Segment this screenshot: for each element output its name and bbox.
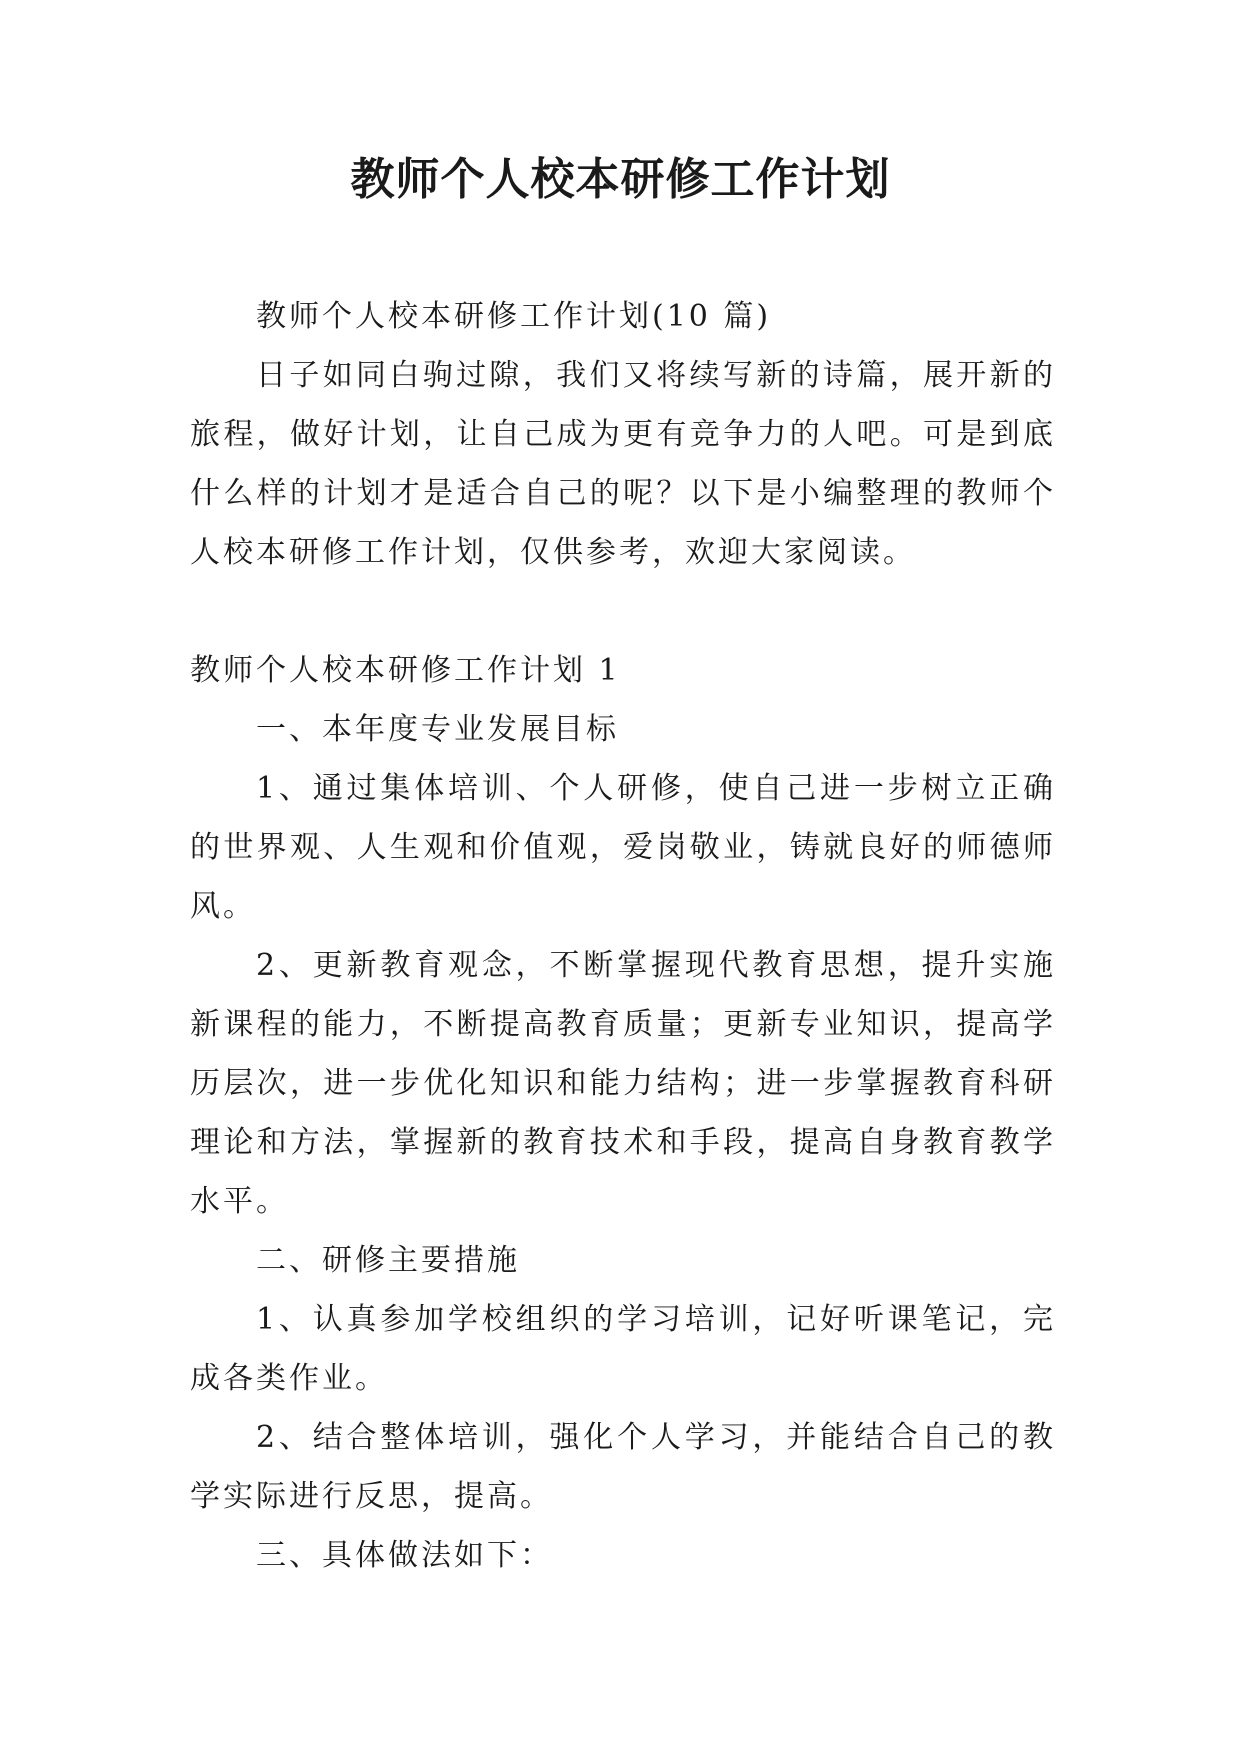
paragraph-measure-1: 1、认真参加学校组织的学习培训，记好听课笔记，完成各类作业。 (190, 1302, 1056, 1396)
paragraph-heading-goals: 一、本年度专业发展目标 (256, 712, 619, 747)
paragraph-goal-1: 1、通过集体培训、个人研修，使自己进一步树立正确的世界观、人生观和价值观，爱岗敬业，铸就良好的师德师风。 (190, 771, 1056, 924)
paragraph-measure-2: 2、结合整体培训，强化个人学习，并能结合自己的教学实际进行反思，提高。 (190, 1420, 1056, 1514)
paragraph-heading-practice: 三、具体做法如下： (256, 1538, 553, 1573)
paragraph-goal-2: 2、更新教育观念，不断掌握现代教育思想，提升实施新课程的能力，不断提高教育质量；更新专业知识，提高学历层次，进一步优化知识和能力结构；进一步掌握教育科研理论和方法，掌握新的教育技术和手段，提高自身教育教学水平。 (190, 948, 1056, 1219)
paragraph-gap (190, 582, 1056, 641)
paragraph-heading-collection: 教师个人校本研修工作计划(10 篇) (256, 299, 772, 334)
paragraph-section-title: 教师个人校本研修工作计划 1 (190, 653, 621, 688)
paragraph-intro: 日子如同白驹过隙，我们又将续写新的诗篇，展开新的旅程，做好计划，让自己成为更有竞争力的人吧。可是到底什么样的计划才是适合自己的呢？以下是小编整理的教师个人校本研修工作计划，仅供参考，欢迎大家阅读。 (190, 358, 1056, 570)
document-title: 教师个人校本研修工作计划 (350, 154, 891, 205)
paragraph-heading-measures: 二、研修主要措施 (256, 1243, 520, 1278)
document-body (190, 287, 1056, 1585)
